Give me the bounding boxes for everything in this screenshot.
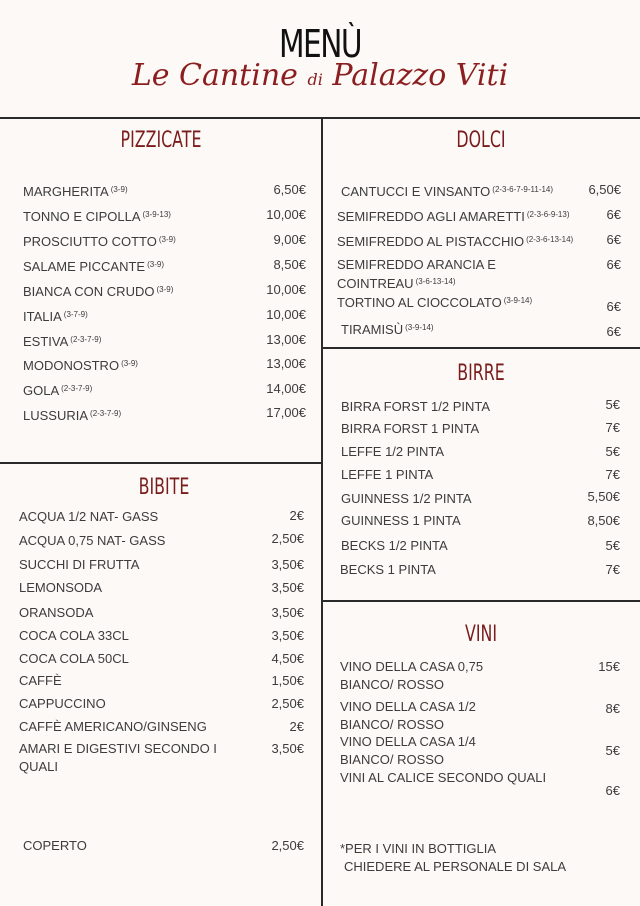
menu-item: TORTINO AL CIOCCOLATO $^{(3-9-14)}$ bbox=[337, 295, 533, 310]
item-price: 6€ bbox=[605, 783, 620, 798]
menu-item: TIRAMISÙ $^{(3-9-14)}$ bbox=[341, 322, 434, 337]
item-price: 8,50€ bbox=[587, 513, 620, 528]
bottle-wine-note: *PER I VINI IN BOTTIGLIA CHIEDERE AL PERSONALE DI SALA bbox=[340, 841, 567, 874]
allergens: (2-3-7-9) bbox=[61, 384, 93, 393]
menu-item: VINO DELLA CASA 1/4 BIANCO/ ROSSO bbox=[340, 734, 476, 767]
item-price: 3,50€ bbox=[271, 557, 304, 572]
item-price: 10,00€ bbox=[266, 207, 306, 222]
right-section-divider-2 bbox=[322, 600, 640, 602]
menu-item: GUINNESS 1 PINTA bbox=[341, 513, 461, 528]
menu-item: BIRRA FORST 1/2 PINTA bbox=[341, 399, 491, 414]
center-divider bbox=[321, 117, 323, 906]
allergens: (3-9-13) bbox=[142, 210, 171, 219]
menu-item: ACQUA 1/2 NAT- GASS bbox=[19, 509, 159, 524]
allergens: (3-9-14) bbox=[503, 296, 533, 305]
menu-header bbox=[0, 0, 640, 118]
restaurant-logo bbox=[0, 58, 640, 93]
item-price: 6€ bbox=[606, 299, 621, 314]
item-price: 13,00€ bbox=[266, 332, 306, 347]
menu-item: ACQUA 0,75 NAT- GASS bbox=[19, 533, 166, 548]
right-section-divider-1 bbox=[322, 347, 640, 349]
allergens: (2-3-6-13-14) bbox=[526, 235, 574, 244]
section-title-pizzicate: PIZZICATE bbox=[120, 128, 202, 153]
allergens: (3-9) bbox=[121, 359, 138, 368]
left-section-divider bbox=[0, 462, 322, 464]
item-price: 5€ bbox=[605, 743, 620, 758]
menu-item: COCA COLA 33CL bbox=[19, 628, 129, 643]
section-title-bibite: BIBITE bbox=[138, 475, 190, 500]
item-price: 3,50€ bbox=[271, 605, 304, 620]
menu-item: BIRRA FORST 1 PINTA bbox=[341, 421, 480, 436]
menu-item: PROSCIUTTO COTTO $^{(3-9)}$ bbox=[23, 234, 176, 249]
allergens: (3-9-14) bbox=[405, 323, 434, 332]
section-title-dolci: DOLCI bbox=[456, 128, 506, 153]
item-price: 8,50€ bbox=[273, 257, 306, 272]
menu-item: CANTUCCI E VINSANTO $^{(2-3-6-7-9-11-14)}$ bbox=[341, 184, 554, 199]
menu-item: LEFFE 1/2 PINTA bbox=[341, 444, 445, 459]
item-price: 2,50€ bbox=[271, 696, 304, 711]
item-price: 10,00€ bbox=[266, 307, 306, 322]
menu-item: BECKS 1/2 PINTA bbox=[341, 538, 448, 553]
allergens: (2-3-6-7-9-11-14) bbox=[492, 185, 554, 194]
item-price: 3,50€ bbox=[271, 628, 304, 643]
item-price: 10,00€ bbox=[266, 282, 306, 297]
item-price: 5,50€ bbox=[587, 489, 620, 504]
menu-item: CAFFÈ AMERICANO/GINSENG bbox=[19, 719, 207, 734]
section-title-birre: BIRRE bbox=[457, 361, 505, 386]
allergens: (2-3-7-9) bbox=[70, 335, 102, 344]
menu-item: BIANCA CON CRUDO $^{(3-9)}$ bbox=[23, 284, 174, 299]
allergens: (3-9) bbox=[110, 185, 128, 194]
menu-item: COCA COLA 50CL bbox=[19, 651, 129, 666]
item-price: 6€ bbox=[606, 207, 621, 222]
menu-item: MARGHERITA $^{(3-9)}$ bbox=[23, 184, 128, 199]
menu-item: VINO DELLA CASA 0,75 BIANCO/ ROSSO bbox=[340, 659, 484, 692]
item-price: 4,50€ bbox=[271, 651, 304, 666]
menu-item: GUINNESS 1/2 PINTA bbox=[341, 491, 472, 506]
brand-main: Le Cantine bbox=[131, 58, 298, 93]
item-price: 5€ bbox=[605, 397, 620, 412]
item-price: 1,50€ bbox=[271, 673, 304, 688]
menu-item: ITALIA $^{(3-7-9)}$ bbox=[23, 309, 88, 324]
item-price: 7€ bbox=[605, 562, 620, 577]
menu-item: LUSSURIA $^{(2-3-7-9)}$ bbox=[23, 408, 122, 423]
brand-rest: Palazzo Viti bbox=[332, 58, 509, 93]
coperto-label: COPERTO bbox=[23, 838, 87, 853]
item-price: 17,00€ bbox=[266, 405, 306, 420]
item-price: 15€ bbox=[598, 659, 620, 674]
allergens: (3-6-13-14) bbox=[415, 277, 456, 286]
item-price: 9,00€ bbox=[273, 232, 306, 247]
menu-item: VINI AL CALICE SECONDO QUALI bbox=[340, 770, 547, 785]
allergens: (3-9) bbox=[147, 260, 164, 269]
item-price: 14,00€ bbox=[266, 381, 306, 396]
item-price: 8€ bbox=[605, 701, 620, 716]
item-price: 3,50€ bbox=[271, 580, 304, 595]
allergens: (3-9) bbox=[156, 285, 174, 294]
menu-item: GOLA $^{(2-3-7-9)}$ bbox=[23, 383, 93, 398]
menu-item: SALAME PICCANTE $^{(3-9)}$ bbox=[23, 259, 164, 274]
allergens: (2-3-7-9) bbox=[90, 409, 122, 418]
allergens: (3-9) bbox=[158, 235, 176, 244]
item-price: 2,50€ bbox=[271, 531, 304, 546]
menu-item: VINO DELLA CASA 1/2 BIANCO/ ROSSO bbox=[340, 699, 476, 732]
menu-item: AMARI E DIGESTIVI SECONDO I QUALI bbox=[19, 741, 217, 774]
item-price: 5€ bbox=[605, 444, 620, 459]
item-price: 2€ bbox=[289, 508, 304, 523]
item-price: 3,50€ bbox=[271, 741, 304, 756]
menu-item: SEMIFREDDO AL PISTACCHIO $^{(2-3-6-13-14)}$ bbox=[337, 234, 574, 249]
item-price: 7€ bbox=[605, 467, 620, 482]
brand-di: di bbox=[307, 70, 323, 89]
item-price: 6€ bbox=[606, 257, 621, 272]
allergens: (2-3-6-9-13) bbox=[526, 210, 570, 219]
top-divider bbox=[0, 117, 640, 119]
menu-item: LEFFE 1 PINTA bbox=[341, 467, 434, 482]
item-price: 7€ bbox=[605, 420, 620, 435]
item-price: 13,00€ bbox=[266, 356, 306, 371]
menu-item: ESTIVA $^{(2-3-7-9)}$ bbox=[23, 334, 102, 349]
item-price: 6€ bbox=[606, 232, 621, 247]
item-price: 5€ bbox=[605, 538, 620, 553]
menu-item: CAPPUCCINO bbox=[19, 696, 106, 711]
menu-item: SUCCHI DI FRUTTA bbox=[19, 557, 140, 572]
menu-item: TONNO E CIPOLLA $^{(3-9-13)}$ bbox=[23, 209, 171, 224]
item-price: 6,50€ bbox=[273, 182, 306, 197]
menu-item: MODONOSTRO $^{(3-9)}$ bbox=[23, 358, 138, 373]
menu-item: SEMIFREDDO AGLI AMARETTI $^{(2-3-6-9-13)}$ bbox=[337, 209, 570, 224]
section-title-vini: VINI bbox=[464, 622, 498, 647]
item-price: 6,50€ bbox=[588, 182, 621, 197]
menu-title: MENÙ bbox=[279, 22, 361, 66]
item-price: 6€ bbox=[606, 324, 621, 339]
item-price: 2€ bbox=[289, 719, 304, 734]
menu-item: BECKS 1 PINTA bbox=[340, 562, 436, 577]
menu-item: ORANSODA bbox=[19, 605, 94, 620]
allergens: (3-7-9) bbox=[63, 310, 88, 319]
menu-item: LEMONSODA bbox=[19, 580, 103, 595]
coperto-price: 2,50€ bbox=[271, 838, 304, 853]
menu-item: CAFFÈ bbox=[19, 673, 62, 688]
menu-item: SEMIFREDDO ARANCIA E COINTREAU $^{(3-6-13-14)}$ bbox=[337, 257, 496, 291]
